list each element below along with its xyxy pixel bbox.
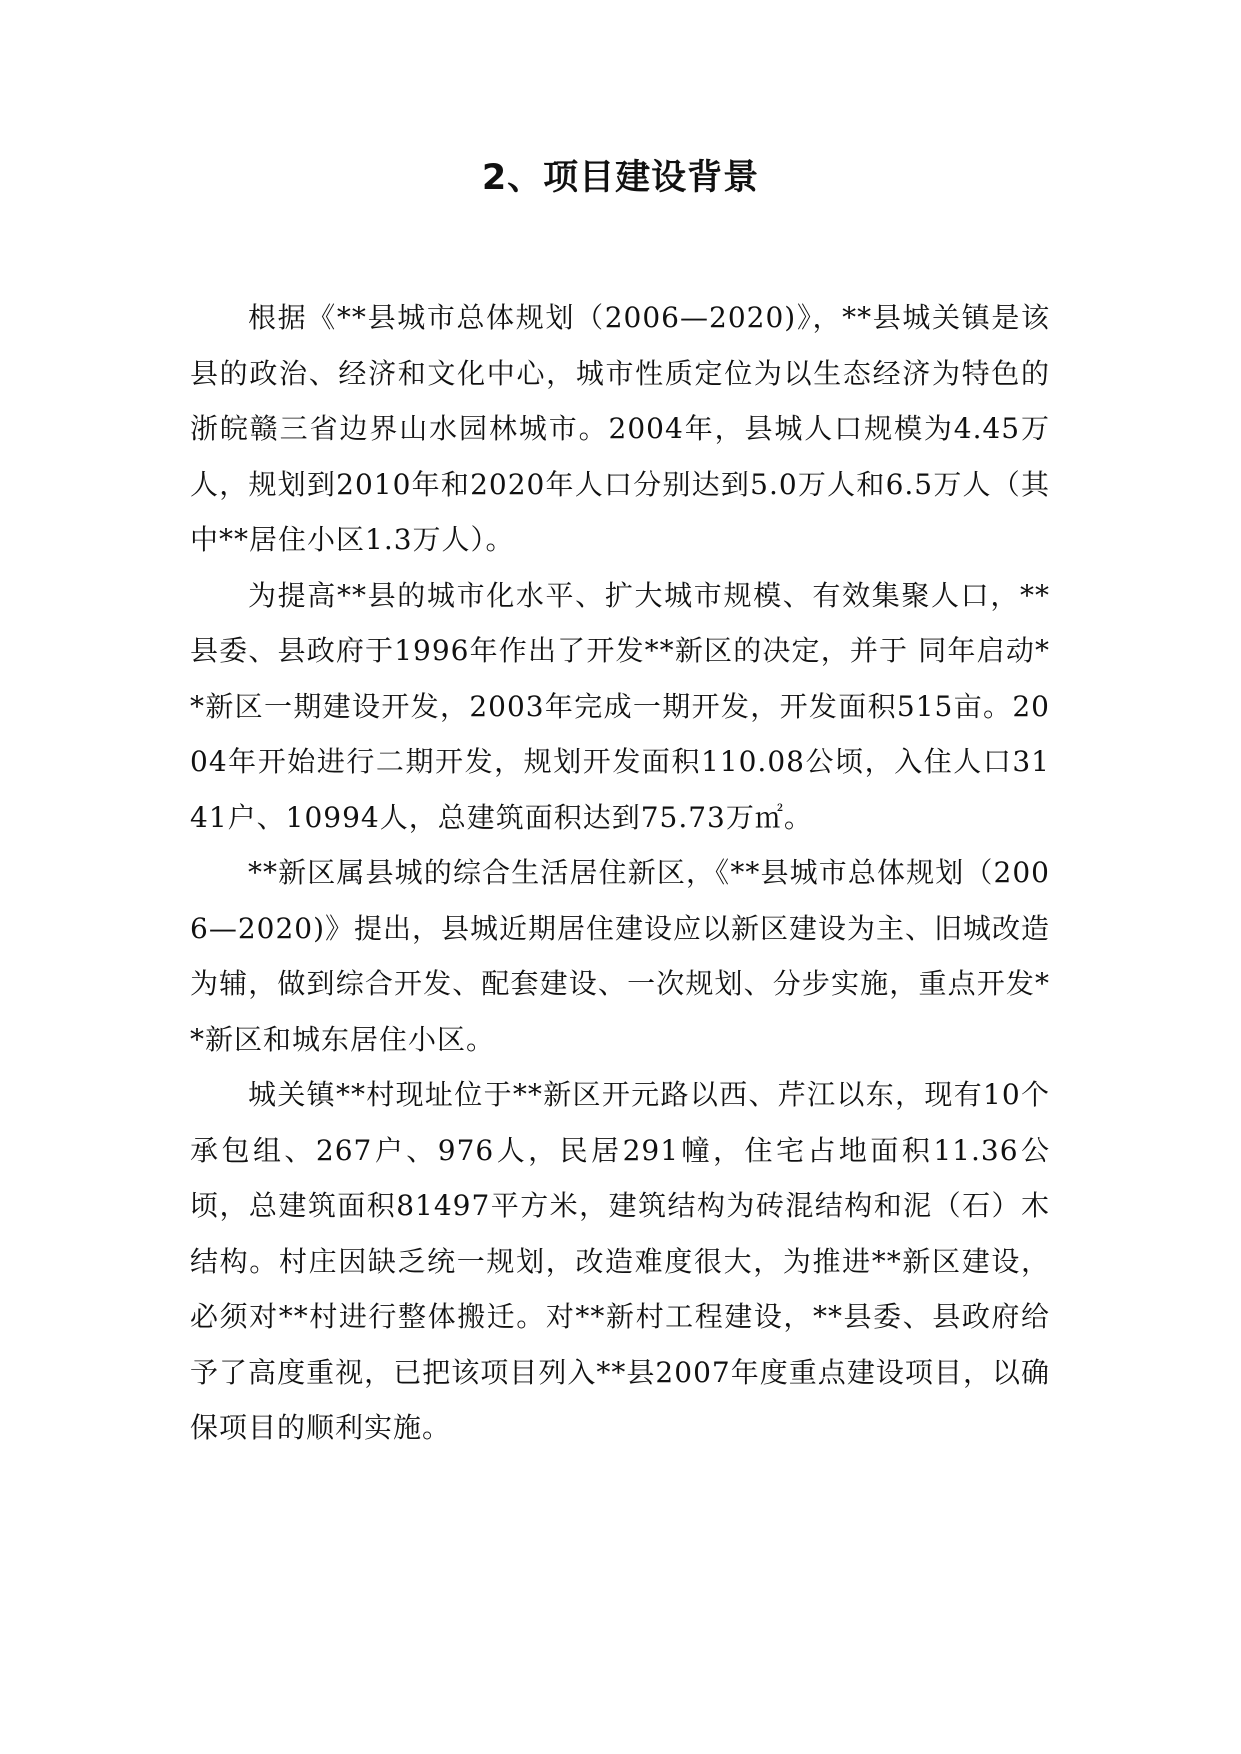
paragraph-development: 为提高**县的城市化水平、扩大城市规模、有效集聚人口，**县委、县政府于1996年作出了开发**新区的决定，并于 同年启动**新区一期建设开发，2003年完成一期开发，开发面积515亩。2004年开始进行二期开发，规划开发面积110.08公顷，入住人口3141户、10994人，总建筑面积达到75.73万㎡。: [190, 578, 1050, 834]
body-text: [190, 290, 1050, 1456]
paragraph-planning: 根据《**县城市总体规划（2006—2020)》，**县城关镇是该县的政治、经济和文化中心，城市性质定位为以生态经济为特色的浙皖赣三省边界山水园林城市。2004年，县城人口规模为4.45万人，规划到2010年和2020年人口分别达到5.0万人和6.5万人（其中**居住小区1.3万人）。: [190, 301, 1050, 556]
paragraph-new-district: **新区属县城的综合生活居住新区，《**县城市总体规划（2006—2020)》提出，县城近期居住建设应以新区建设为主、旧城改造为辅，做到综合开发、配套建设、一次规划、分步实施，重点开发**新区和城东居住小区。: [190, 856, 1050, 1056]
section-heading: 2、项目建设背景: [481, 158, 760, 198]
paragraph-village-relocation: 城关镇**村现址位于**新区开元路以西、芹江以东，现有10个承包组、267户、976人，民居291幢，住宅占地面积11.36公顷，总建筑面积81497平方米，建筑结构为砖混结构和泥（石）木结构。村庄因缺乏统一规划，改造难度很大，为推进**新区建设，必须对**村进行整体搬迁。对**新村工程建设，**县委、县政府给予了高度重视，已把该项目列入**县2007年度重点建设项目，以确保项目的顺利实施。: [190, 1078, 1050, 1444]
